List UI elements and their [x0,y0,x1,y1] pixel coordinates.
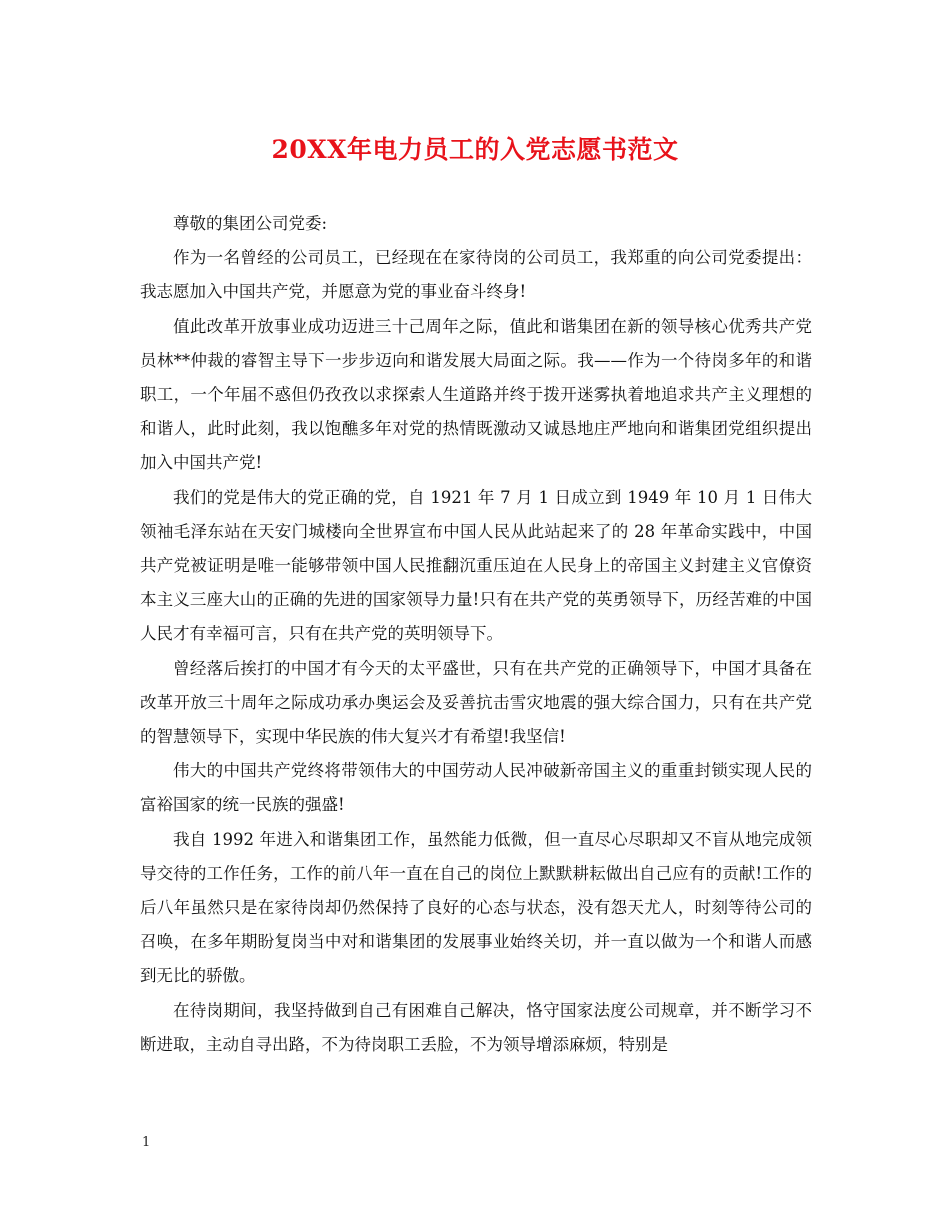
paragraph: 作为一名曾经的公司员工，已经现在在家待岗的公司员工，我郑重的向公司党委提出：我志愿加入中国共产党，并愿意为党的事业奋斗终身! [140,248,812,302]
paragraph: 伟大的中国共产党终将带领伟大的中国劳动人民冲破新帝国主义的重重封锁实现人民的富裕国家的统一民族的强盛! [140,761,812,815]
page-number: 1 [142,1135,151,1150]
paragraph: 曾经落后挨打的中国才有今天的太平盛世，只有在共产党的正确领导下，中国才具备在改革开放三十周年之际成功承办奥运会及妥善抗击雪灾地震的强大综合国力，只有在共产党的智慧领导下，实现中华民族的伟大复兴才有希望!我坚信! [140,658,812,747]
paragraph: 在待岗期间，我坚持做到自己有困难自己解决，恪守国家法度公司规章，并不断学习不断进取，主动自寻出路，不为待岗职工丢脸，不为领导增添麻烦，特别是 [140,1000,812,1054]
paragraph: 值此改革开放事业成功迈进三十己周年之际，值此和谐集团在新的领导核心优秀共产党员林**仲裁的睿智主导下一步步迈向和谐发展大局面之际。我——作为一个待岗多年的和谐职工，一个年届不惑但仍孜孜以求探索人生道路并终于拨开迷雾执着地追求共产主义理想的和谐人，此时此刻，我以饱醮多年对党的热情既激动又诚恳地庄严地向和谐集团党组织提出加入中国共产党! [140,316,812,473]
paragraph: 我们的党是伟大的党正确的党，自 1921 年 7 月 1 日成立到 1949 年 10 月 1 日伟大领袖毛泽东站在天安门城楼向全世界宣布中国人民从此站起来了的 28 年革命实践中，中国共产党被证明是唯一能够带领中国人民推翻沉重压迫在人民身上的帝国主义封建主义官僚资本主义三座大山的正确的先进的国家领导力量!只有在共产党的英勇领导下，历经苦难的中国人民才有幸福可言，只有在共产党的英明领导下。 [140,487,812,644]
salutation: 尊敬的集团公司党委: [173,214,328,233]
document-body [140,207,812,1062]
paragraph: 我自 1992 年进入和谐集团工作，虽然能力低微，但一直尽心尽职却又不盲从地完成领导交待的工作任务，工作的前八年一直在自己的岗位上默默耕耘做出自己应有的贡献!工作的后八年虽然只是在家待岗却仍然保持了良好的心态与状态，没有怨天尤人，时刻等待公司的召唤，在多年期盼复岗当中对和谐集团的发展事业始终关切，并一直以做为一个和谐人而感到无比的骄傲。 [140,829,812,986]
document-title: 20XX年电力员工的入党志愿书范文 [271,135,679,164]
